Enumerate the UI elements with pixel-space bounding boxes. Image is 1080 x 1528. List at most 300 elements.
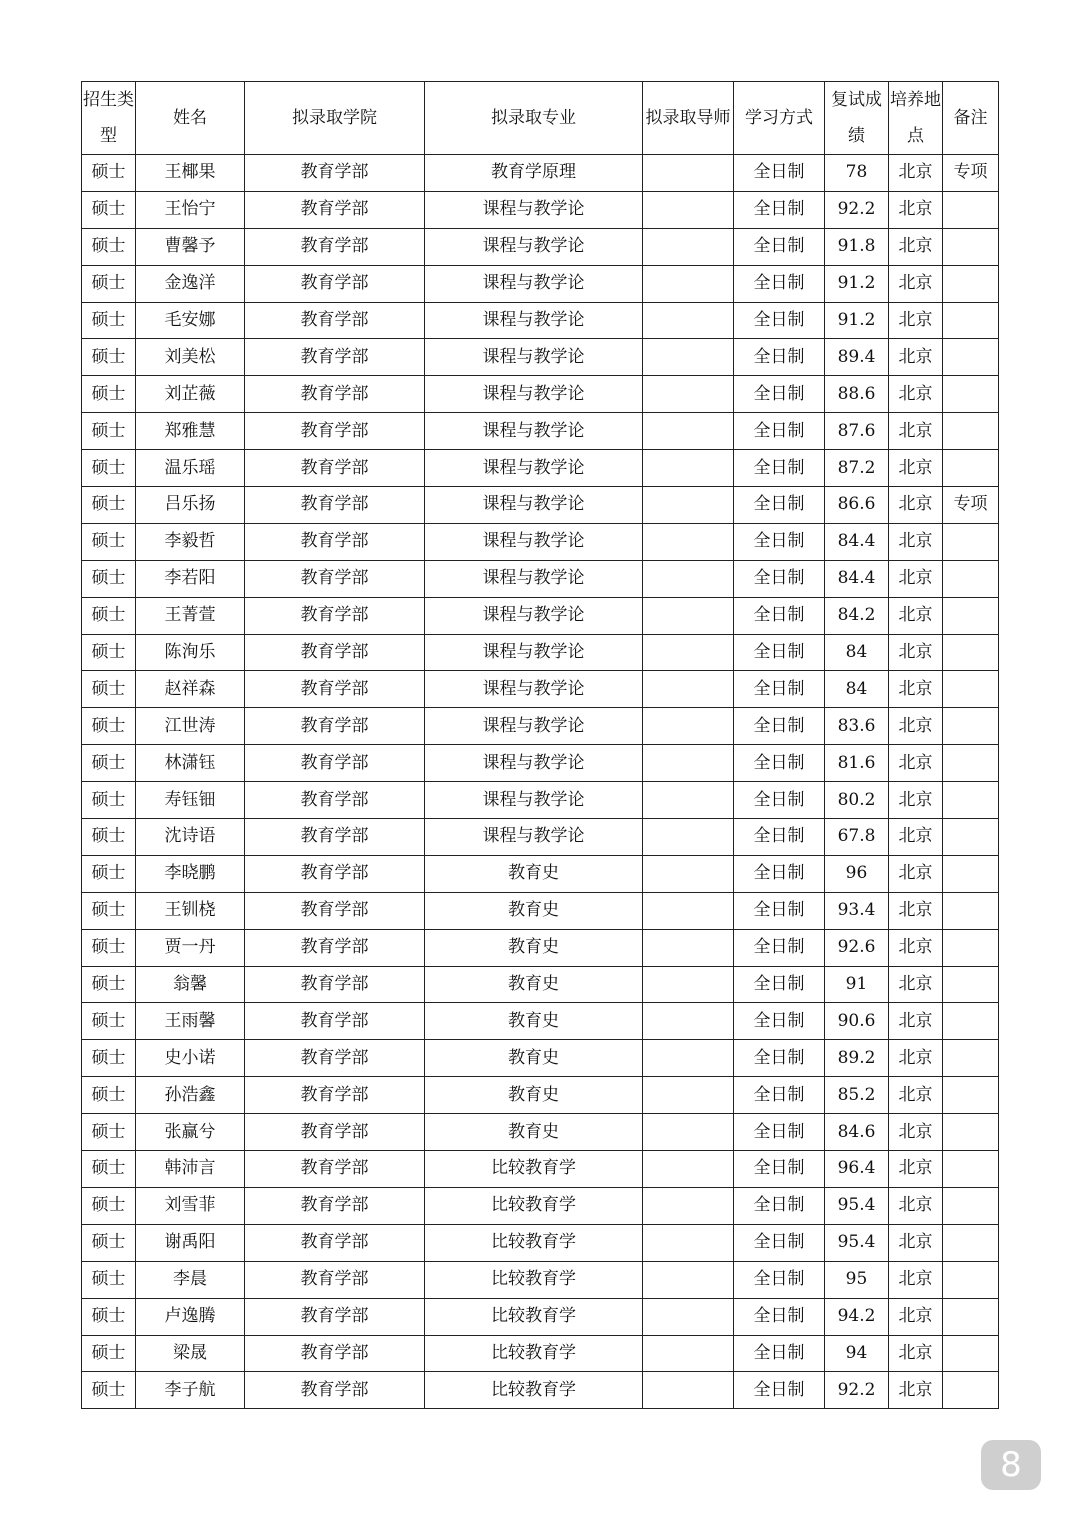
cell-college: 教育学部: [245, 855, 425, 892]
cell-name: 毛安娜: [136, 302, 245, 339]
cell-score: 84.2: [825, 597, 889, 634]
cell-major: 课程与教学论: [425, 191, 643, 228]
cell-mode: 全日制: [734, 1261, 825, 1298]
cell-mode: 全日制: [734, 560, 825, 597]
cell-location: 北京: [889, 487, 943, 524]
cell-advisor: [643, 1298, 734, 1335]
cell-note: [943, 1335, 999, 1372]
admission-table: [81, 81, 999, 1409]
cell-type: 硕士: [82, 1298, 136, 1335]
table-row: [82, 339, 999, 376]
header-type: 招生类型: [82, 82, 136, 155]
cell-name: 李毅哲: [136, 523, 245, 560]
cell-score: 84: [825, 671, 889, 708]
cell-advisor: [643, 892, 734, 929]
cell-college: 教育学部: [245, 782, 425, 819]
cell-advisor: [643, 1003, 734, 1040]
cell-mode: 全日制: [734, 1114, 825, 1151]
table-row: [82, 708, 999, 745]
cell-major: 课程与教学论: [425, 819, 643, 856]
cell-note: [943, 634, 999, 671]
cell-college: 教育学部: [245, 1077, 425, 1114]
cell-name: 王怡宁: [136, 191, 245, 228]
cell-mode: 全日制: [734, 376, 825, 413]
cell-mode: 全日制: [734, 892, 825, 929]
table-row: [82, 1335, 999, 1372]
table-row: [82, 782, 999, 819]
cell-college: 教育学部: [245, 302, 425, 339]
cell-score: 90.6: [825, 1003, 889, 1040]
cell-name: 王钏桡: [136, 892, 245, 929]
cell-advisor: [643, 228, 734, 265]
table-row: [82, 1003, 999, 1040]
cell-college: 教育学部: [245, 1114, 425, 1151]
cell-location: 北京: [889, 1077, 943, 1114]
cell-mode: 全日制: [734, 523, 825, 560]
cell-score: 95.4: [825, 1224, 889, 1261]
cell-major: 教育史: [425, 892, 643, 929]
cell-mode: 全日制: [734, 302, 825, 339]
cell-note: [943, 1298, 999, 1335]
cell-advisor: [643, 339, 734, 376]
cell-location: 北京: [889, 966, 943, 1003]
cell-advisor: [643, 1151, 734, 1188]
table-row: [82, 487, 999, 524]
cell-advisor: [643, 155, 734, 192]
cell-score: 96: [825, 855, 889, 892]
cell-name: 王椰果: [136, 155, 245, 192]
cell-mode: 全日制: [734, 782, 825, 819]
cell-mode: 全日制: [734, 671, 825, 708]
cell-name: 李晓鹏: [136, 855, 245, 892]
cell-score: 67.8: [825, 819, 889, 856]
cell-mode: 全日制: [734, 966, 825, 1003]
cell-advisor: [643, 634, 734, 671]
cell-location: 北京: [889, 819, 943, 856]
cell-college: 教育学部: [245, 413, 425, 450]
table-row: [82, 413, 999, 450]
cell-location: 北京: [889, 1151, 943, 1188]
cell-location: 北京: [889, 376, 943, 413]
cell-college: 教育学部: [245, 450, 425, 487]
cell-type: 硕士: [82, 819, 136, 856]
cell-advisor: [643, 597, 734, 634]
cell-mode: 全日制: [734, 597, 825, 634]
table-row: [82, 1224, 999, 1261]
cell-college: 教育学部: [245, 1224, 425, 1261]
cell-mode: 全日制: [734, 1077, 825, 1114]
cell-advisor: [643, 413, 734, 450]
cell-location: 北京: [889, 450, 943, 487]
cell-advisor: [643, 450, 734, 487]
cell-score: 89.4: [825, 339, 889, 376]
cell-type: 硕士: [82, 782, 136, 819]
cell-mode: 全日制: [734, 1003, 825, 1040]
cell-note: [943, 376, 999, 413]
cell-name: 刘芷薇: [136, 376, 245, 413]
cell-name: 温乐瑶: [136, 450, 245, 487]
cell-advisor: [643, 523, 734, 560]
table-row: [82, 1151, 999, 1188]
cell-type: 硕士: [82, 302, 136, 339]
cell-college: 教育学部: [245, 671, 425, 708]
cell-type: 硕士: [82, 892, 136, 929]
cell-college: 教育学部: [245, 1372, 425, 1409]
cell-college: 教育学部: [245, 597, 425, 634]
cell-type: 硕士: [82, 1372, 136, 1409]
cell-major: 课程与教学论: [425, 523, 643, 560]
cell-location: 北京: [889, 634, 943, 671]
cell-advisor: [643, 1187, 734, 1224]
cell-note: [943, 228, 999, 265]
cell-advisor: [643, 487, 734, 524]
cell-advisor: [643, 302, 734, 339]
cell-score: 96.4: [825, 1151, 889, 1188]
cell-score: 84.4: [825, 523, 889, 560]
cell-name: 孙浩鑫: [136, 1077, 245, 1114]
cell-mode: 全日制: [734, 155, 825, 192]
cell-note: 专项: [943, 155, 999, 192]
cell-college: 教育学部: [245, 819, 425, 856]
cell-mode: 全日制: [734, 191, 825, 228]
header-major: 拟录取专业: [425, 82, 643, 155]
cell-name: 吕乐扬: [136, 487, 245, 524]
cell-type: 硕士: [82, 376, 136, 413]
cell-mode: 全日制: [734, 745, 825, 782]
cell-major: 比较教育学: [425, 1224, 643, 1261]
cell-score: 92.2: [825, 1372, 889, 1409]
cell-major: 课程与教学论: [425, 228, 643, 265]
table-row: [82, 1114, 999, 1151]
cell-name: 梁晟: [136, 1335, 245, 1372]
cell-note: [943, 892, 999, 929]
cell-note: [943, 523, 999, 560]
cell-note: [943, 1040, 999, 1077]
cell-name: 江世涛: [136, 708, 245, 745]
cell-score: 92.2: [825, 191, 889, 228]
cell-note: [943, 450, 999, 487]
cell-major: 课程与教学论: [425, 265, 643, 302]
cell-score: 84.4: [825, 560, 889, 597]
cell-college: 教育学部: [245, 523, 425, 560]
header-note: 备注: [943, 82, 999, 155]
cell-name: 史小诺: [136, 1040, 245, 1077]
cell-type: 硕士: [82, 265, 136, 302]
cell-college: 教育学部: [245, 1335, 425, 1372]
cell-major: 课程与教学论: [425, 339, 643, 376]
cell-score: 83.6: [825, 708, 889, 745]
cell-location: 北京: [889, 1298, 943, 1335]
cell-note: [943, 782, 999, 819]
cell-major: 课程与教学论: [425, 487, 643, 524]
cell-college: 教育学部: [245, 892, 425, 929]
cell-note: [943, 1077, 999, 1114]
cell-location: 北京: [889, 1261, 943, 1298]
cell-college: 教育学部: [245, 376, 425, 413]
cell-advisor: [643, 929, 734, 966]
cell-location: 北京: [889, 1003, 943, 1040]
cell-type: 硕士: [82, 191, 136, 228]
cell-type: 硕士: [82, 523, 136, 560]
cell-college: 教育学部: [245, 487, 425, 524]
cell-name: 刘美松: [136, 339, 245, 376]
cell-mode: 全日制: [734, 265, 825, 302]
header-location: 培养地点: [889, 82, 943, 155]
cell-college: 教育学部: [245, 1151, 425, 1188]
cell-college: 教育学部: [245, 1298, 425, 1335]
cell-name: 张赢兮: [136, 1114, 245, 1151]
table-row: [82, 929, 999, 966]
cell-type: 硕士: [82, 487, 136, 524]
cell-note: [943, 560, 999, 597]
cell-major: 课程与教学论: [425, 708, 643, 745]
cell-major: 课程与教学论: [425, 745, 643, 782]
table-body: [82, 155, 999, 1409]
cell-mode: 全日制: [734, 1298, 825, 1335]
cell-major: 教育史: [425, 966, 643, 1003]
cell-name: 李子航: [136, 1372, 245, 1409]
cell-location: 北京: [889, 265, 943, 302]
cell-type: 硕士: [82, 745, 136, 782]
cell-advisor: [643, 1040, 734, 1077]
cell-note: [943, 745, 999, 782]
cell-mode: 全日制: [734, 1224, 825, 1261]
cell-name: 李若阳: [136, 560, 245, 597]
cell-score: 94.2: [825, 1298, 889, 1335]
table-row: [82, 1372, 999, 1409]
table-row: [82, 191, 999, 228]
cell-mode: 全日制: [734, 487, 825, 524]
cell-major: 比较教育学: [425, 1298, 643, 1335]
cell-score: 91.8: [825, 228, 889, 265]
cell-score: 89.2: [825, 1040, 889, 1077]
table-row: [82, 560, 999, 597]
cell-college: 教育学部: [245, 1040, 425, 1077]
cell-major: 课程与教学论: [425, 597, 643, 634]
cell-score: 80.2: [825, 782, 889, 819]
cell-type: 硕士: [82, 929, 136, 966]
cell-location: 北京: [889, 1335, 943, 1372]
table-row: [82, 265, 999, 302]
header-row: [82, 82, 999, 155]
cell-name: 寿钰钿: [136, 782, 245, 819]
cell-type: 硕士: [82, 560, 136, 597]
cell-note: [943, 929, 999, 966]
cell-score: 86.6: [825, 487, 889, 524]
cell-advisor: [643, 265, 734, 302]
header-mode: 学习方式: [734, 82, 825, 155]
table-row: [82, 302, 999, 339]
cell-mode: 全日制: [734, 855, 825, 892]
cell-note: [943, 265, 999, 302]
cell-location: 北京: [889, 339, 943, 376]
cell-score: 91.2: [825, 265, 889, 302]
cell-college: 教育学部: [245, 745, 425, 782]
table-row: [82, 1187, 999, 1224]
cell-score: 87.2: [825, 450, 889, 487]
cell-type: 硕士: [82, 450, 136, 487]
cell-college: 教育学部: [245, 708, 425, 745]
cell-name: 林潇钰: [136, 745, 245, 782]
cell-name: 韩沛言: [136, 1151, 245, 1188]
cell-note: [943, 1151, 999, 1188]
cell-type: 硕士: [82, 708, 136, 745]
cell-major: 教育史: [425, 1003, 643, 1040]
cell-note: [943, 1114, 999, 1151]
cell-note: [943, 1224, 999, 1261]
cell-type: 硕士: [82, 339, 136, 376]
cell-type: 硕士: [82, 1114, 136, 1151]
cell-major: 课程与教学论: [425, 376, 643, 413]
cell-location: 北京: [889, 413, 943, 450]
table-row: [82, 892, 999, 929]
cell-note: [943, 339, 999, 376]
cell-advisor: [643, 819, 734, 856]
cell-location: 北京: [889, 523, 943, 560]
cell-note: [943, 708, 999, 745]
cell-advisor: [643, 376, 734, 413]
cell-mode: 全日制: [734, 1372, 825, 1409]
table-row: [82, 819, 999, 856]
cell-college: 教育学部: [245, 1261, 425, 1298]
cell-location: 北京: [889, 671, 943, 708]
cell-name: 贾一丹: [136, 929, 245, 966]
cell-score: 87.6: [825, 413, 889, 450]
header-score: 复试成绩: [825, 82, 889, 155]
cell-note: [943, 191, 999, 228]
cell-location: 北京: [889, 708, 943, 745]
cell-location: 北京: [889, 929, 943, 966]
cell-score: 93.4: [825, 892, 889, 929]
cell-type: 硕士: [82, 413, 136, 450]
cell-major: 教育学原理: [425, 155, 643, 192]
cell-mode: 全日制: [734, 1187, 825, 1224]
cell-college: 教育学部: [245, 265, 425, 302]
cell-major: 课程与教学论: [425, 413, 643, 450]
cell-score: 88.6: [825, 376, 889, 413]
cell-major: 比较教育学: [425, 1335, 643, 1372]
cell-name: 曹馨予: [136, 228, 245, 265]
cell-score: 95.4: [825, 1187, 889, 1224]
cell-name: 陈洵乐: [136, 634, 245, 671]
cell-location: 北京: [889, 1114, 943, 1151]
table-row: [82, 671, 999, 708]
cell-type: 硕士: [82, 1187, 136, 1224]
table-row: [82, 745, 999, 782]
cell-name: 王菁萱: [136, 597, 245, 634]
table-row: [82, 376, 999, 413]
cell-name: 王雨馨: [136, 1003, 245, 1040]
cell-location: 北京: [889, 1224, 943, 1261]
cell-score: 84: [825, 634, 889, 671]
cell-location: 北京: [889, 228, 943, 265]
cell-major: 课程与教学论: [425, 450, 643, 487]
cell-major: 比较教育学: [425, 1372, 643, 1409]
cell-note: [943, 597, 999, 634]
cell-location: 北京: [889, 597, 943, 634]
cell-location: 北京: [889, 892, 943, 929]
header-college: 拟录取学院: [245, 82, 425, 155]
cell-score: 85.2: [825, 1077, 889, 1114]
cell-location: 北京: [889, 782, 943, 819]
cell-score: 91.2: [825, 302, 889, 339]
cell-major: 教育史: [425, 855, 643, 892]
cell-type: 硕士: [82, 1224, 136, 1261]
table-row: [82, 523, 999, 560]
cell-advisor: [643, 966, 734, 1003]
cell-score: 84.6: [825, 1114, 889, 1151]
cell-name: 卢逸腾: [136, 1298, 245, 1335]
cell-advisor: [643, 855, 734, 892]
cell-mode: 全日制: [734, 819, 825, 856]
cell-advisor: [643, 1114, 734, 1151]
cell-type: 硕士: [82, 1003, 136, 1040]
cell-college: 教育学部: [245, 929, 425, 966]
cell-mode: 全日制: [734, 339, 825, 376]
cell-major: 比较教育学: [425, 1151, 643, 1188]
cell-major: 教育史: [425, 929, 643, 966]
cell-major: 教育史: [425, 1040, 643, 1077]
cell-major: 课程与教学论: [425, 560, 643, 597]
cell-mode: 全日制: [734, 1335, 825, 1372]
cell-location: 北京: [889, 745, 943, 782]
cell-name: 郑雅慧: [136, 413, 245, 450]
cell-major: 比较教育学: [425, 1261, 643, 1298]
cell-score: 78: [825, 155, 889, 192]
cell-college: 教育学部: [245, 339, 425, 376]
cell-type: 硕士: [82, 966, 136, 1003]
cell-mode: 全日制: [734, 708, 825, 745]
cell-college: 教育学部: [245, 1187, 425, 1224]
cell-major: 教育史: [425, 1114, 643, 1151]
cell-name: 沈诗语: [136, 819, 245, 856]
table-row: [82, 228, 999, 265]
cell-name: 李晨: [136, 1261, 245, 1298]
table-row: [82, 1077, 999, 1114]
cell-note: [943, 966, 999, 1003]
cell-name: 赵祥森: [136, 671, 245, 708]
cell-college: 教育学部: [245, 1003, 425, 1040]
cell-name: 金逸洋: [136, 265, 245, 302]
cell-major: 课程与教学论: [425, 671, 643, 708]
table-header: [82, 82, 999, 155]
cell-location: 北京: [889, 1187, 943, 1224]
cell-college: 教育学部: [245, 634, 425, 671]
cell-college: 教育学部: [245, 155, 425, 192]
cell-major: 课程与教学论: [425, 634, 643, 671]
header-advisor: 拟录取导师: [643, 82, 734, 155]
cell-mode: 全日制: [734, 929, 825, 966]
cell-college: 教育学部: [245, 966, 425, 1003]
cell-mode: 全日制: [734, 450, 825, 487]
cell-major: 比较教育学: [425, 1187, 643, 1224]
table-row: [82, 1261, 999, 1298]
cell-advisor: [643, 1372, 734, 1409]
cell-note: [943, 855, 999, 892]
cell-score: 81.6: [825, 745, 889, 782]
cell-note: [943, 671, 999, 708]
cell-location: 北京: [889, 855, 943, 892]
table-row: [82, 597, 999, 634]
cell-college: 教育学部: [245, 191, 425, 228]
table-row: [82, 1040, 999, 1077]
cell-name: 谢禹阳: [136, 1224, 245, 1261]
cell-college: 教育学部: [245, 228, 425, 265]
cell-score: 92.6: [825, 929, 889, 966]
cell-mode: 全日制: [734, 634, 825, 671]
cell-note: [943, 819, 999, 856]
cell-location: 北京: [889, 302, 943, 339]
